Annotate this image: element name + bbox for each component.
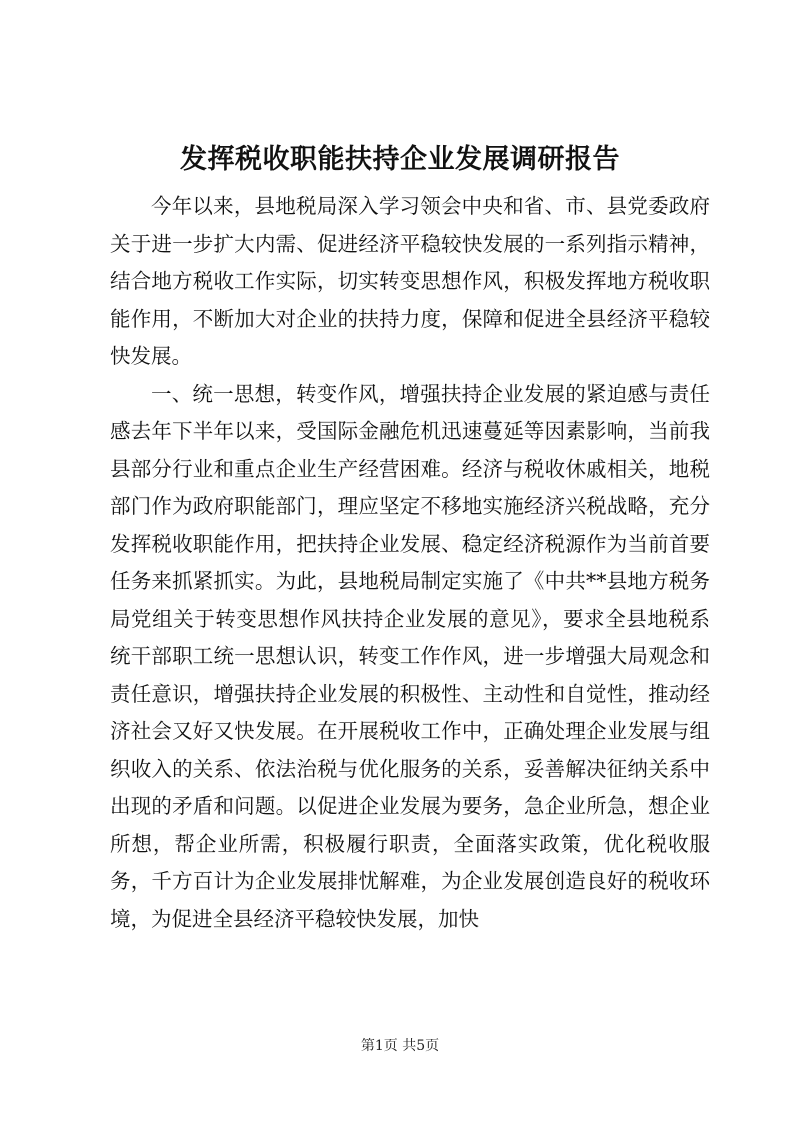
page-number-footer: 第1页 共5页	[360, 1038, 440, 1054]
paragraph-intro: 今年以来，县地税局深入学习领会中央和省、市、县党委政府关于进一步扩大内需、促进经济平稳较快发展的一系列指示精神，结合地方税收工作实际，切实转变思想作风，积极发挥地方税收职能作用，不断加大对企业的扶持力度，保障和促进全县经济平稳较快发展。	[110, 194, 710, 368]
document-body	[110, 188, 710, 938]
paragraph-section-one: 一、统一思想，转变作风，增强扶持企业发展的紧迫感与责任感去年下半年以来，受国际金融危机迅速蔓延等因素影响，当前我县部分行业和重点企业生产经营困难。经济与税收休戚相关，地税部门作为政府职能部门，理应坚定不移地实施经济兴税战略，充分发挥税收职能作用，把扶持企业发展、稳定经济税源作为当前首要任务来抓紧抓实。为此，县地税局制定实施了《中共**县地方税务局党组关于转变思想作风扶持企业发展的意见》，要求全县地税系统干部职工统一思想认识，转变工作作风，进一步增强大局观念和责任意识，增强扶持企业发展的积极性、主动性和自觉性，推动经济社会又好又快发展。在开展税收工作中，正确处理企业发展与组织收入的关系、依法治税与优化服务的关系，妥善解决征纳关系中出现的矛盾和问题。以促进企业发展为要务，急企业所急，想企业所想，帮企业所需，积极履行职责，全面落实政策，优化税收服务，千方百计为企业发展排忧解难，为企业发展创造良好的税收环境，为促进全县经济平稳较快发展，加快	[110, 381, 710, 931]
document-title: 发挥税收职能扶持企业发展调研报告	[180, 144, 620, 175]
